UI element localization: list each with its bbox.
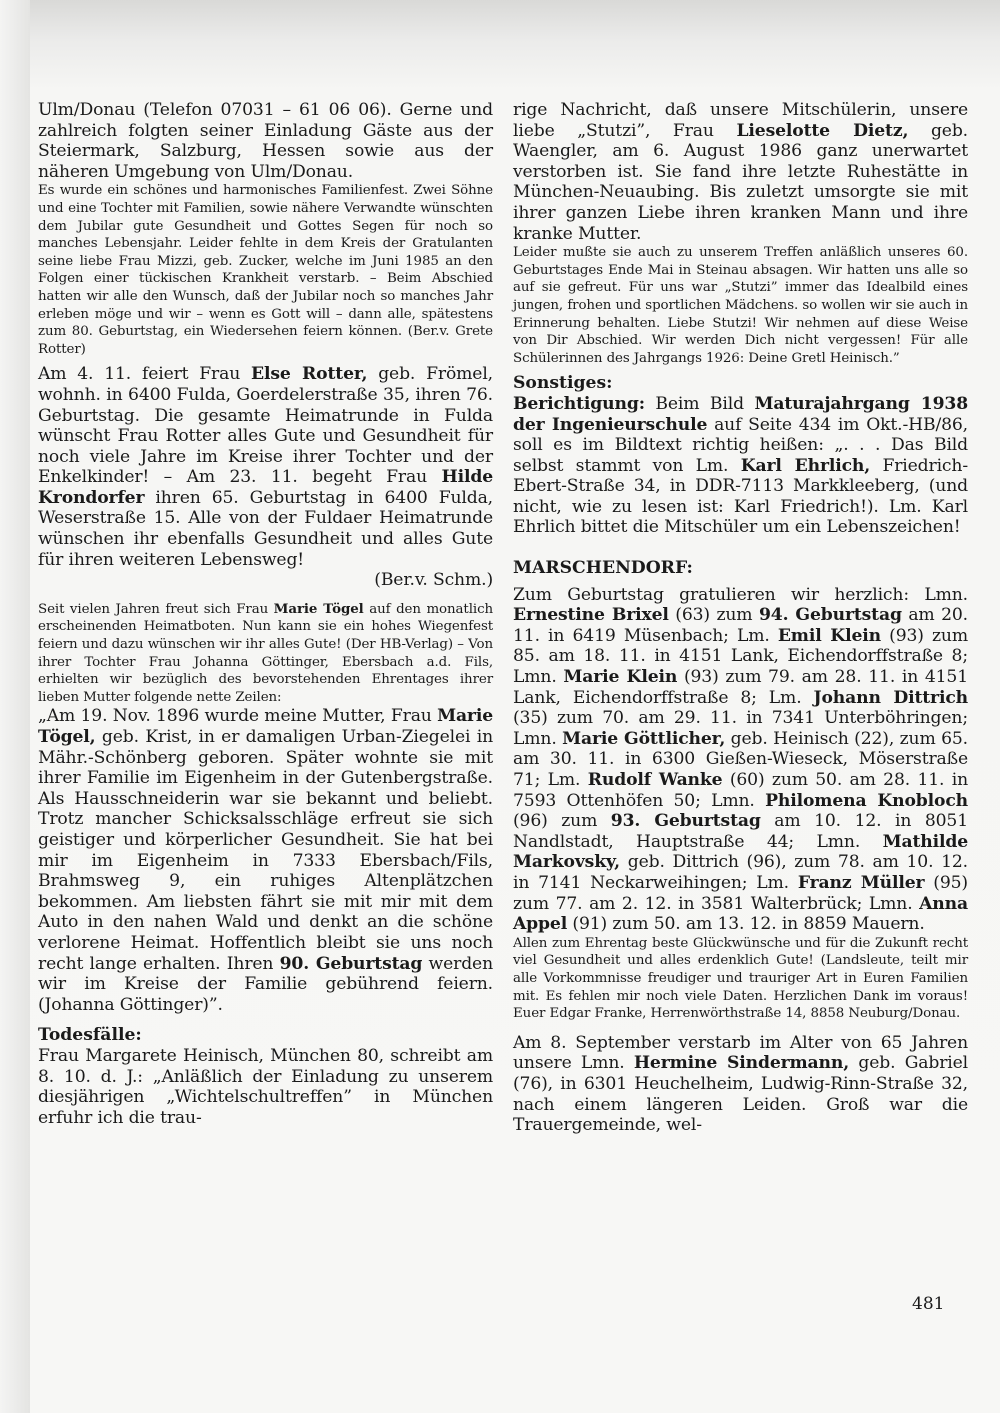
paragraph-marie-toegel-letter: „Am 19. Nov. 1896 wurde meine Mutter, Frau Marie Tögel, geb. Krist, in er damaligen Urban-Ziegelei in Mähr.-Schönberg geboren. Später wohnte sie mit ihrer Familie im Eigenheim in der Gutenbergstraße. Als Hausschneiderin war sie bekannt und beliebt. Trotz mancher Schicksalsschläge erfreut sie sich geistiger und körperlicher Gesundheit. Sie hat bei mir im Eigenheim in 7333 Ebersbach/Fils, Brahmsweg 9, ein ruhiges Altenplätzchen bekommen. Am liebsten fährt sie mit mir mit dem Auto in den nahen Wald und denkt an die schöne verlorene Heimat. Hoffentlich bleibt sie uns noch recht lange erhalten. Ihren 90. Geburtstag werden wir im Kreise der Familie gebührend feiern. (Johanna Göttinger)”.: [38, 706, 494, 1015]
paragraph-margarete-heinisch: Frau Margarete Heinisch, München 80, schreibt am 8. 10. d. J.: „Anläßlich der Einladung zu unserem diesjährigen „Wichtelschultreffen” in München erfuhr ich die trau-: [38, 1045, 493, 1128]
left-column: [38, 100, 493, 1128]
paragraph-marschendorf-birthdays: Zum Geburtstag gratulieren wir herzlich: Lmn. Ernestine Brixel (63) zum 94. Geburtstag am 20. 11. in 6419 Müsenbach; Lm. Emil Klein (93) zum 85. am 18. 11. in 4151 Lank, Eichendorffstraße 8; Lmn. Marie Klein (93) zum 79. am 28. 11. in 4151 Lank, Eichendorffstraße 8; Lm. Johann Dittrich (35) zum 70. am 29. 11. in 7341 Unterböhringen; Lmn. Marie Göttlicher, geb. Heinisch (22), zum 65. am 30. 11. in 6300 Gießen-Wieseck, Möserstraße 71; Lm. Rudolf Wanke (60) zum 50. am 28. 11. in 7593 Ottenhöfen 50; Lmn. Philomena Knobloch (96) zum 93. Geburtstag am 10. 12. in 8051 Nandlstadt, Hauptstraße 44; Lmn. Mathilde Markovsky, geb. Dittrich (96), zum 78. am 10. 12. in 7141 Neckarweihingen; Lm. Franz Müller (95) zum 77. am 2. 12. in 3581 Walterbrück; Lmn. Anna Appel (91) zum 50. am 13. 12. in 8859 Mauern.: [513, 584, 968, 935]
name-emil-klein: Emil Klein: [777, 625, 881, 646]
paragraph-hermine-sindermann: Am 8. September verstarb im Alter von 65 Jahren unsere Lmn. Hermine Sindermann, geb. Gabriel (76), in 6301 Heuchelheim, Ludwig-Rinn-Straße 32, nach einem längeren Leiden. Groß war die Trauergemeinde, wel-: [513, 1032, 968, 1136]
paragraph-berichtigung: Berichtigung: Beim Bild Maturajahrgang 1938 der Ingenieurschule auf Seite 434 im Okt.-HB/86, soll es im Bildtext richtig heißen: „. . . Das Bild selbst stammt von Lm. Karl Ehrlich, Friedrich-Ebert-Straße 34, in DDR-7113 Markkleeberg, (und nicht, wie zu lesen ist: Karl Friedrich!). Lm. Karl Ehrlich bittet die Mitschüler um ein Lebenszeichen!: [513, 393, 968, 538]
name-marie-goettlicher: Marie Göttlicher,: [562, 728, 726, 749]
title-maturajahrgang: Maturajahrgang 1938 der Ingenieurschule: [513, 393, 968, 435]
name-hilde-krondorfer: Hilde Krondorfer: [38, 467, 493, 508]
name-hermine-sindermann: Hermine Sindermann,: [633, 1053, 850, 1074]
paragraph-edgar-franke-note: Allen zum Ehrentag beste Glückwünsche und für die Zukunft recht viel Gesundheit und alles erdenklich Gute! (Landsleute, teilt mir alle Vorkommnisse freudiger und trauriger Art in Euren Familien mit. Es fehlen mir noch viele Daten. Herzlichen Dank im voraus! Euer Edgar Franke, Herrenwörthstraße 14, 8858 Neuburg/Donau.: [513, 935, 968, 1022]
name-marie-klein: Marie Klein: [563, 667, 678, 688]
name-johann-dittrich: Johann Dittrich: [813, 687, 968, 708]
name-philomena-knobloch: Philomena Knobloch: [765, 790, 968, 811]
name-marie-toegel: Marie Tögel: [273, 600, 364, 617]
paragraph-lieselotte-dietz: rige Nachricht, daß unsere Mitschülerin, unsere liebe „Stutzi”, Frau Lieselotte Dietz, geb. Waengler, am 6. August 1986 ganz unerwartet verstorben ist. Sie fand ihre letzte Ruhestätte in München-Neuaubing. Bis zuletzt umsorgte sie mit ihrer ganzen Liebe ihren kranken Mann und ihre kranke Mutter.: [513, 100, 968, 244]
name-anna-appel: Anna Appel: [513, 893, 968, 935]
name-franz-mueller: Franz Müller: [797, 872, 925, 893]
signature-schm: (Ber.v. Schm.): [374, 570, 493, 591]
paragraph-stutzi-farewell: Leider mußte sie auch zu unserem Treffen anläßlich unseres 60. Geburtstages Ende Mai in Steinau absagen. Wir hatten uns alle so auf sie gefreut. Für uns war „Stutzi” immer das Idealbild eines jungen, frohen und sportlichen Mädchens. so wollen wir sie auch in Erinnerung behalten. Liebe Stutzi! Wir nehmen auf diese Weise von Dir Abschied. Wir werden Dich nicht vergessen! Für alle Schülerinnen des Jahrgangs 1926: Deine Gretl Heinisch.”: [513, 245, 968, 366]
name-mathilde-markovsky: Mathilde Markovsky,: [513, 831, 968, 873]
name-else-rotter: Else Rotter,: [251, 364, 368, 385]
name-ernestine-brixel: Ernestine Brixel: [513, 605, 669, 626]
paragraph-marie-toegel-intro: Seit vielen Jahren freut sich Frau Marie Tögel auf den monatlich erscheinenden Heimatboten. Nun kann sie ein hohes Wiegenfest feiern und dazu wünschen wir ihr alles Gute! (Der HB-Verlag) – Von ihrer Tochter Frau Johanna Göttinger, Ebersbach a.d. Fils, erhielten wir bezüglich des bevorstehenden Ehrentages ihrer lieben Mutter folgende nette Zeilen:: [38, 600, 494, 705]
name-lieselotte-dietz: Lieselotte Dietz,: [736, 120, 909, 141]
name-marie-toegel-bold: Marie Tögel,: [38, 706, 493, 747]
birthday-90-bold: 90. Geburtstag: [279, 953, 423, 974]
page-number: 481: [912, 1294, 945, 1314]
birthday-93-bold: 93. Geburtstag: [610, 811, 761, 832]
paragraph-ulm-donau: Ulm/Donau (Telefon 07031 – 61 06 06). Gerne und zahlreich folgten seiner Einladung Gäste aus der Steiermark, Salzburg, Hessen sowie aus der näheren Umgebung von Ulm/Donau.: [38, 100, 493, 182]
paragraph-fulda-birthdays: Am 4. 11. feiert Frau Else Rotter, geb. Frömel, wohnh. in 6400 Fulda, Goerdelerstraße 35, ihren 76. Geburtstag. Die gesamte Heimatrunde in Fulda wünscht Frau Rotter alles Gute und Gesundheit für noch viele Jahre im Kreise ihrer Tochter und der Enkelkinder! – Am 23. 11. begeht Frau Hilde Krondorfer ihren 65. Geburtstag in 6400 Fulda, Weserstraße 15. Alle von der Fuldaer Heimatrunde wünschen ihr ebenfalls Gesundheit und alles Gute für ihren weiteren Lebensweg!: [38, 364, 493, 570]
heading-marschendorf: MARSCHENDORF:: [513, 558, 693, 579]
name-karl-ehrlich: Karl Ehrlich,: [740, 455, 871, 476]
label-berichtigung: Berichtigung:: [513, 393, 645, 414]
heading-sonstiges: Sonstiges:: [513, 373, 613, 394]
paragraph-familienfest: Es wurde ein schönes und harmonisches Familienfest. Zwei Söhne und eine Tochter mit Familien, sowie nähere Verwandte wünschten dem Jubilar gute Gesundheit und Gottes Segen für noch so manches Lebensjahr. Leider fehlte in dem Kreis der Gratulanten seine liebe Frau Mizzi, geb. Zucker, welche im Juni 1985 an den Folgen einer tückischen Krankheit verstarb. – Beim Abschied hatten wir alle den Wunsch, daß der Jubilar noch so manches Jahr erleben möge und wir – wenn es Gott will – dann alle, spätestens zum 80. Geburtstag, ein Wiedersehen feiern können. (Ber.v. Grete Rotter): [38, 183, 493, 357]
name-rudolf-wanke: Rudolf Wanke: [587, 770, 723, 790]
birthday-94-bold: 94. Geburtstag: [758, 605, 902, 626]
right-column: [513, 100, 968, 1136]
heading-todesfaelle: Todesfälle:: [38, 1025, 142, 1046]
